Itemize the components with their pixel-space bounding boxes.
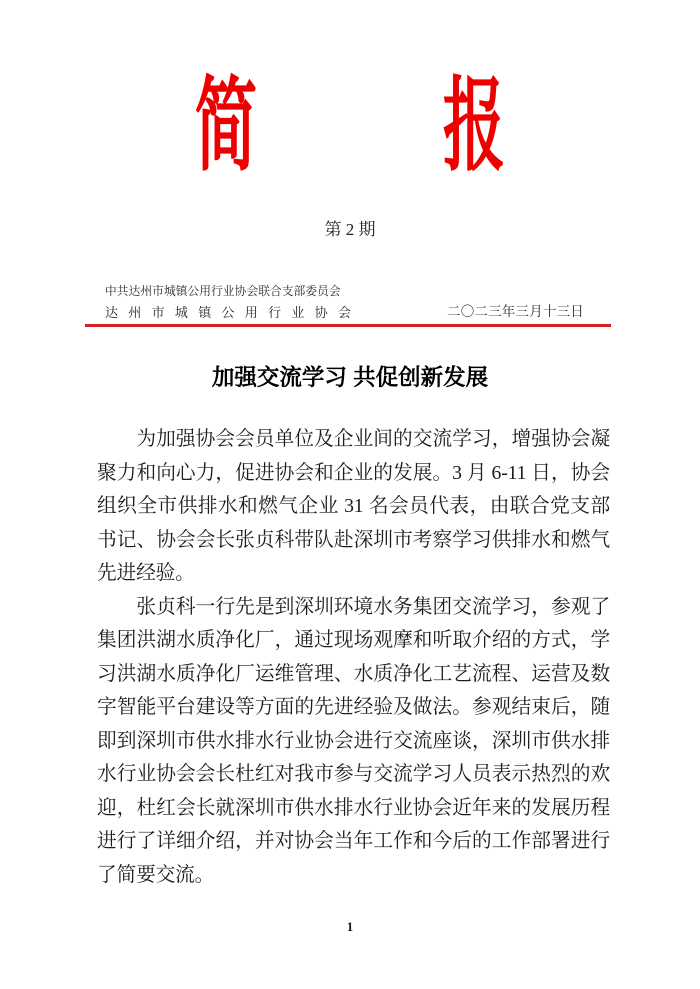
article-title: 加强交流学习 共促创新发展 <box>211 365 489 390</box>
issue-date: 二〇二三年三月十三日 <box>447 304 584 319</box>
masthead-title <box>0 71 700 184</box>
page-number: 1 <box>346 920 354 934</box>
issuing-org-block <box>105 284 351 321</box>
article-body <box>97 423 610 892</box>
issue-number: 第 2 期 <box>324 220 376 239</box>
masthead-char-2: 报 <box>442 71 506 184</box>
header-divider-rule <box>85 324 611 327</box>
body-paragraph: 张贞科一行先是到深圳环境水务集团交流学习，参观了集团洪湖水质净化厂，通过现场观摩和听取介绍的方式，学习洪湖水质净化厂运维管理、水质净化工艺流程、运营及数字智能平台建设等方面的先进经验及做法。参观结束后，随即到深圳市供水排水行业协会进行交流座谈，深圳市供水排水行业协会会长杜红对我市参与交流学习人员表示热烈的欢迎，杜红会长就深圳市供水排水行业协会近年来的发展历程进行了详细介绍，并对协会当年工作和今后的工作部署进行了简要交流。 <box>97 595 610 886</box>
org-line-association: 达州市城镇公用行业协会 <box>105 305 351 320</box>
org-line-party-branch: 中共达州市城镇公用行业协会联合支部委员会 <box>105 285 341 298</box>
body-paragraph: 为加强协会会员单位及企业间的交流学习，增强协会凝聚力和向心力，促进协会和企业的发展。3 月 6-11 日，协会组织全市供排水和燃气企业 31 名会员代表，由联合党支部书记、协会会长张贞科带队赴深圳市考察学习供排水和燃气先进经验。 <box>97 428 610 584</box>
masthead-char-1: 简 <box>194 71 258 184</box>
